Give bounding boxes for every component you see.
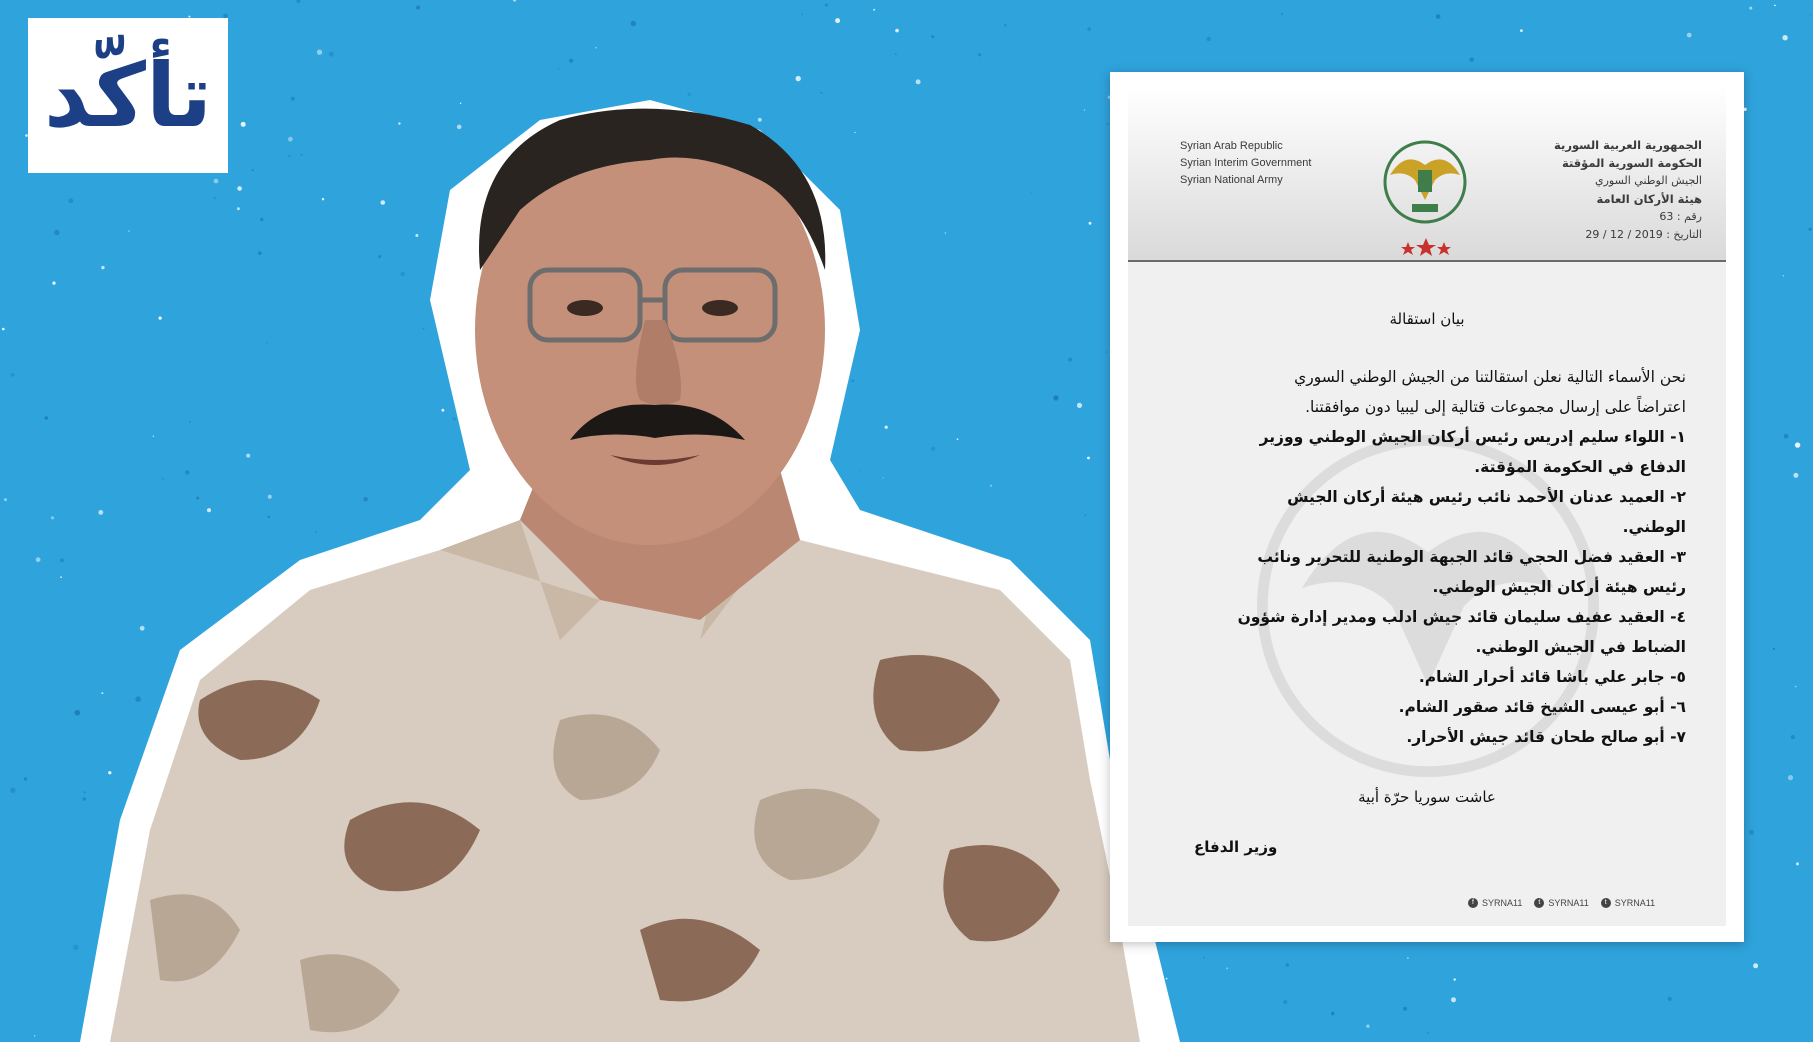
document-line: ٢- العميد عدنان الأحمد نائب رئيس هيئة أركان الجيش <box>1287 488 1686 506</box>
document-body <box>1168 282 1686 806</box>
signature: وزير الدفاع <box>1194 838 1278 856</box>
document-line: ٤- العقيد عفيف سليمان قائد جيش ادلب ومدير إدارة شؤون <box>1237 608 1686 626</box>
header-en-line: Syrian Arab Republic <box>1180 140 1283 152</box>
header-ar-line: هيئة الأركان العامة <box>1596 192 1702 206</box>
footer-handle: SYRNA11 <box>1548 898 1589 908</box>
document-header <box>1128 86 1726 262</box>
facebook-icon: f <box>1468 898 1478 908</box>
twitter-icon: t <box>1534 898 1544 908</box>
document-card <box>1110 72 1744 942</box>
footer-facebook <box>1468 898 1522 908</box>
eagle-emblem-icon <box>1370 130 1480 230</box>
header-en-line: Syrian National Army <box>1180 174 1283 186</box>
header-arabic <box>1492 136 1702 244</box>
document-date: التاريخ : 2019 / 12 / 29 <box>1585 228 1702 241</box>
document-line: ٧- أبو صالح طحان قائد جيش الأحرار. <box>1406 728 1686 746</box>
reference-number: رقم : 63 <box>1659 210 1702 223</box>
document-closing: عاشت سوريا حرّة أبية <box>1358 788 1496 806</box>
telegram-icon: t <box>1601 898 1611 908</box>
header-divider <box>1128 260 1726 262</box>
document-paper <box>1128 86 1726 926</box>
header-ar-line: الحكومة السورية المؤقتة <box>1561 156 1702 170</box>
footer-handle: SYRNA11 <box>1482 898 1523 908</box>
document-line: ٥- جابر علي باشا قائد أحرار الشام. <box>1418 668 1686 686</box>
document-line: الضباط في الجيش الوطني. <box>1475 638 1686 656</box>
document-line: الدفاع في الحكومة المؤقتة. <box>1474 458 1686 476</box>
footer-twitter <box>1534 898 1588 908</box>
document-footer <box>1468 898 1655 908</box>
logo-text: تأكّد <box>43 43 213 147</box>
header-en-line: Syrian Interim Government <box>1180 157 1312 169</box>
header-ar-line: الجمهورية العربية السورية <box>1554 138 1702 152</box>
footer-handle: SYRNA11 <box>1614 898 1656 908</box>
document-line: ٦- أبو عيسى الشيخ قائد صقور الشام. <box>1398 698 1686 716</box>
document-line: الوطني. <box>1622 518 1686 536</box>
document-line: نحن الأسماء التالية نعلن استقالتنا من الجيش الوطني السوري <box>1294 368 1686 386</box>
document-title: بيان استقالة <box>1389 310 1465 328</box>
footer-telegram <box>1601 898 1655 908</box>
document-line: اعتراضاً على إرسال مجموعات قتالية إلى ليبيا دون موافقتنا. <box>1305 398 1686 416</box>
document-line: ٣- العقيد فضل الحجي قائد الجبهة الوطنية للتحرير ونائب <box>1257 548 1686 566</box>
document-lines <box>1168 362 1686 752</box>
header-english <box>1180 138 1380 189</box>
header-ar-line: الجيش الوطني السوري <box>1594 174 1702 187</box>
document-line: ١- اللواء سليم إدريس رئيس أركان الجيش الوطني ووزير <box>1259 428 1686 446</box>
stars-icon <box>1396 236 1456 258</box>
document-line: رئيس هيئة أركان الجيش الوطني. <box>1432 578 1686 596</box>
